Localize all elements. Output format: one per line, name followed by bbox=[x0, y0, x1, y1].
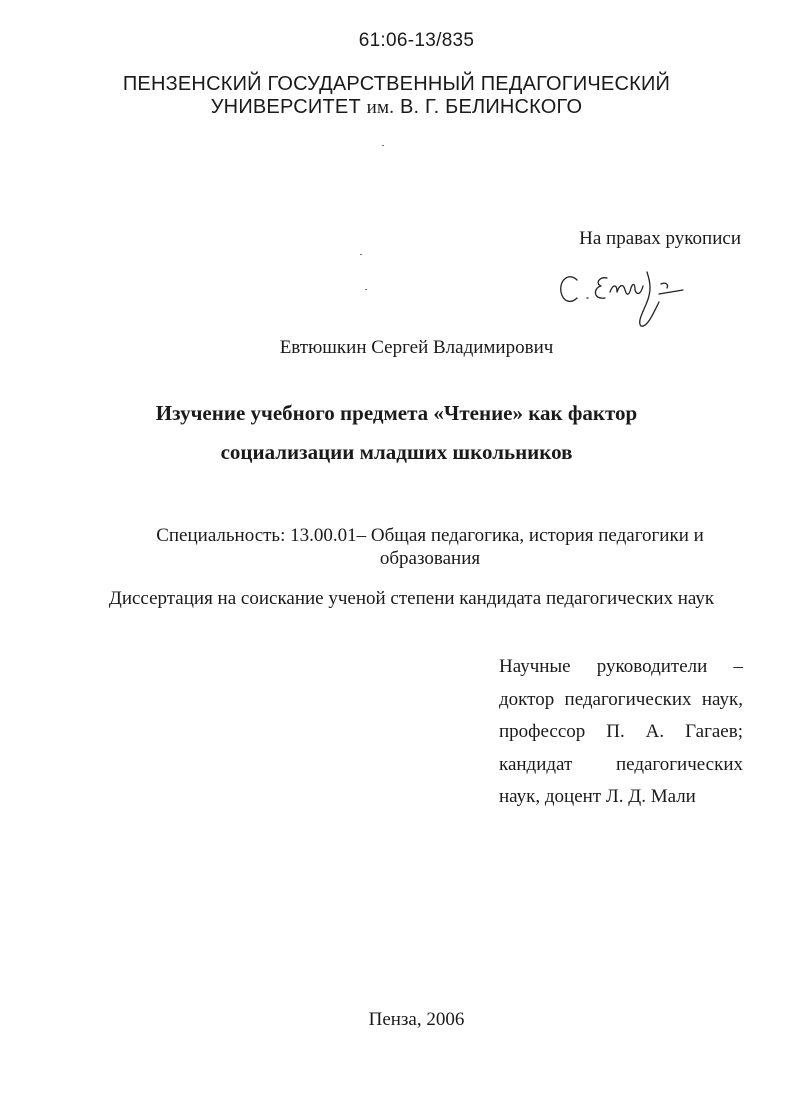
city-and-year: Пенза, 2006 bbox=[368, 1009, 465, 1030]
institution-name-abbr: им. bbox=[366, 97, 395, 118]
specialty bbox=[150, 524, 710, 570]
supervisors-line-5: наук, доцент Л. Д. Мали bbox=[499, 786, 696, 807]
supervisors-line-4: кандидат педагогических bbox=[499, 753, 743, 775]
institution-name-namesake: В. Г. БЕЛИНСКОГО bbox=[399, 96, 583, 118]
supervisors-line-2: доктор педагогических наук, bbox=[499, 688, 743, 710]
degree-statement: Диссертация на соискание ученой степени кандидата педагогических наук bbox=[108, 588, 715, 609]
specialty-line-1: Специальность: 13.00.01– Общая педагогика, история педагогики и bbox=[156, 525, 704, 546]
manuscript-rights-note: На правах рукописи bbox=[579, 228, 741, 249]
institution-name-line-2 bbox=[0, 96, 793, 119]
scan-speck bbox=[360, 254, 362, 255]
specialty-line-2: образования bbox=[379, 548, 481, 569]
institution-name-line-1: ПЕНЗЕНСКИЙ ГОСУДАРСТВЕННЫЙ ПЕДАГОГИЧЕСКИЙ bbox=[122, 73, 671, 95]
author-signature bbox=[555, 262, 705, 332]
scan-speck bbox=[365, 289, 367, 290]
scan-speck bbox=[382, 145, 384, 146]
thesis-title-line-2: социализации младших школьников bbox=[220, 440, 573, 464]
institution-university-word: УНИВЕРСИТЕТ bbox=[210, 96, 361, 118]
supervisors-line-3: профессор П. А. Гагаев; bbox=[499, 721, 743, 742]
author-name: Евтюшкин Сергей Владимирович bbox=[279, 337, 554, 358]
supervisors-line-1: Научные руководители – bbox=[499, 656, 743, 677]
scientific-supervisors bbox=[499, 651, 743, 814]
thesis-title-line-1: Изучение учебного предмета «Чтение» как фактор bbox=[155, 401, 638, 425]
catalog-number: 61:06-13/835 bbox=[358, 30, 475, 51]
